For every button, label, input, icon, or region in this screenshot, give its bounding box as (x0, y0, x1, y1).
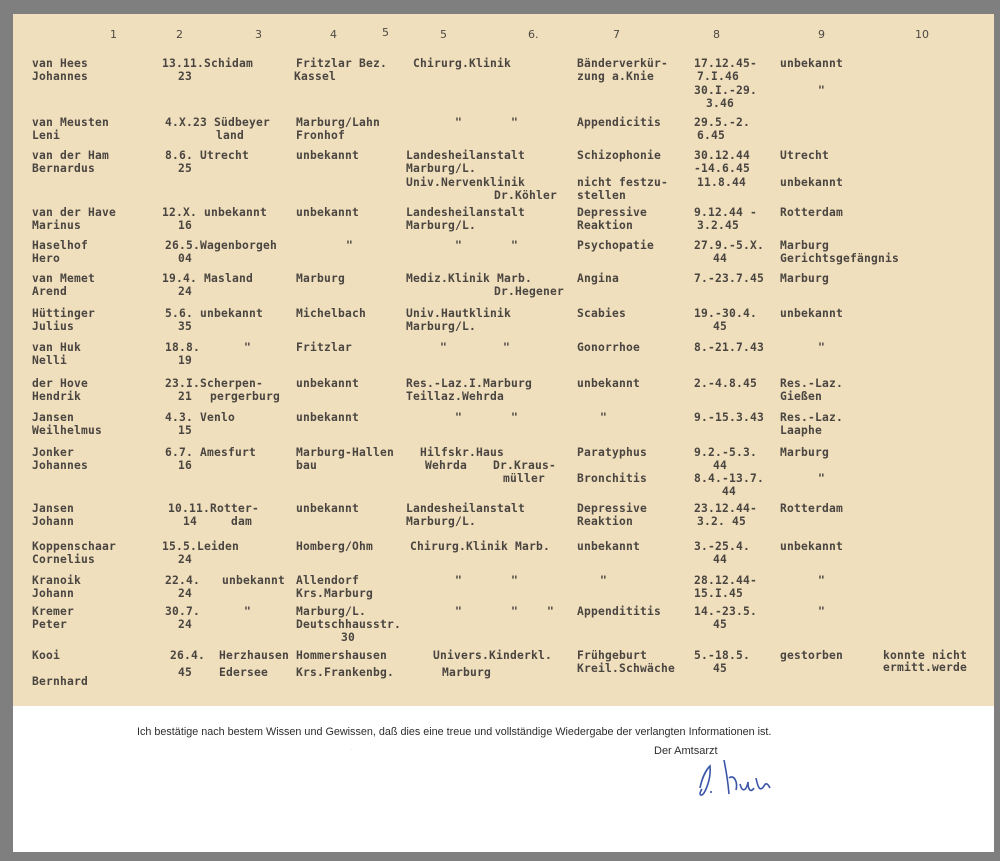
column-number: 6. (528, 28, 539, 41)
cell-text: Fritzlar (296, 341, 353, 354)
cell-text: 24 (178, 553, 193, 566)
cell-text: dam (231, 515, 253, 528)
column-number: 5 (440, 28, 447, 41)
cell-text: Arend (32, 285, 68, 298)
faint-stamp-mark: · (350, 744, 354, 755)
cell-text: 13.11.Schidam (162, 57, 254, 70)
cell-text: Landesheilanstalt (406, 206, 526, 219)
cell-text: Rotterdam (780, 206, 844, 219)
cell-text: Hendrik (32, 390, 82, 403)
cell-text: " (455, 605, 463, 618)
cell-text: 25 (178, 162, 193, 175)
cell-text: Reaktion (577, 515, 634, 528)
cell-text: Fronhof (296, 129, 346, 142)
cell-text: Krs.Frankenbg. (296, 666, 395, 679)
cell-text: Dr.Kraus- (493, 459, 557, 472)
cell-text: " (547, 605, 555, 618)
cell-text: van Huk (32, 341, 82, 354)
cell-text: 5.6. unbekannt (165, 307, 264, 320)
cell-text: unbekannt (780, 540, 844, 553)
cell-text: 19.-30.4. (694, 307, 758, 320)
cell-text: Johannes (32, 70, 89, 83)
cell-text: " (600, 574, 608, 587)
cell-text: Marinus (32, 219, 82, 232)
cell-text: 14 (183, 515, 198, 528)
cell-text: 8.-21.7.43 (694, 341, 765, 354)
cell-text: Marburg (780, 446, 830, 459)
cell-text: Marburg/Lahn (296, 116, 381, 129)
cell-text: 04 (178, 252, 193, 265)
cell-text: Frühgeburt (577, 649, 648, 662)
cell-text: van Memet (32, 272, 96, 285)
cell-text: 28.12.44- (694, 574, 758, 587)
cell-text: 9.12.44 - (694, 206, 758, 219)
cell-text: Jonker (32, 446, 75, 459)
cell-text: " (818, 472, 826, 485)
cell-text: 15.I.45 (694, 587, 744, 600)
column-number: 10 (915, 28, 929, 41)
cell-text: Johann (32, 515, 75, 528)
cell-text: Landesheilanstalt (406, 149, 526, 162)
cell-text: Leni (32, 129, 61, 142)
cell-text: 24 (178, 285, 193, 298)
cell-text: Homberg/Ohm (296, 540, 374, 553)
cell-text: Marburg/L. (296, 605, 367, 618)
signatory-title: Der Amtsarzt (654, 745, 718, 757)
cell-text: Marburg/L. (406, 162, 477, 175)
cell-text: unbekannt (577, 377, 641, 390)
cell-text: Krs.Marburg (296, 587, 374, 600)
cell-text: Julius (32, 320, 75, 333)
cell-text: Cornelius (32, 553, 96, 566)
cell-text: Psychopatie (577, 239, 655, 252)
cell-text: 35 (178, 320, 193, 333)
cell-text: 26.4. (170, 649, 206, 662)
cell-text: 45 (713, 618, 728, 631)
cell-text: -14.6.45 (694, 162, 751, 175)
cell-text: konnte nicht (883, 649, 968, 662)
cell-text: Michelbach (296, 307, 367, 320)
cell-text: Landesheilanstalt (406, 502, 526, 515)
cell-text: 14.-23.5. (694, 605, 758, 618)
cell-text: Laaphe (780, 424, 823, 437)
cell-text: Marburg (442, 666, 492, 679)
cell-text: Hommershausen (296, 649, 388, 662)
cell-text: unbekannt (296, 149, 360, 162)
cell-text: Gonorrhoe (577, 341, 641, 354)
cell-text: Gerichtsgefängnis (780, 252, 900, 265)
cell-text: 5.-18.5. (694, 649, 751, 662)
cell-text: Haselhof (32, 239, 89, 252)
cell-text: 30 (341, 631, 356, 644)
cell-text: 3.-25.4. (694, 540, 751, 553)
cell-text: " (455, 574, 463, 587)
cell-text: 23.12.44- (694, 502, 758, 515)
cell-text: Deutschhausstr. (296, 618, 402, 631)
cell-text: Johannes (32, 459, 89, 472)
cell-text: unbekannt (222, 574, 286, 587)
cell-text: Rotterdam (780, 502, 844, 515)
cell-text: 24 (178, 618, 193, 631)
cell-text: 19.4. Masland (162, 272, 254, 285)
cell-text: 3.2.45 (697, 219, 740, 232)
cell-text: 24 (178, 587, 193, 600)
cell-text: unbekannt (296, 411, 360, 424)
cell-text: Kranoik (32, 574, 82, 587)
cell-text: " (818, 605, 826, 618)
cell-text: nicht festzu- (577, 176, 669, 189)
cell-text: Mediz.Klinik Marb. (406, 272, 533, 285)
cell-text: 12.X. unbekannt (162, 206, 268, 219)
cell-text: 16 (178, 459, 193, 472)
column-number: 8 (713, 28, 720, 41)
column-number: 7 (613, 28, 620, 41)
cell-text: Weilhelmus (32, 424, 103, 437)
cell-text: " (818, 84, 826, 97)
cell-text: 44 (713, 459, 728, 472)
cell-text: Herzhausen (219, 649, 290, 662)
cell-text: 16 (178, 219, 193, 232)
confirmation-text: Ich bestätige nach bestem Wissen und Gewissen, daß dies eine treue und vollständige Wiedergabe der verlangten Informationen ist. (137, 726, 772, 738)
cell-text: 7.-23.7.45 (694, 272, 765, 285)
cell-text: " (244, 605, 252, 618)
cell-text: 9.-15.3.43 (694, 411, 765, 424)
cell-text: Univ.Nervenklinik (406, 176, 526, 189)
cell-text: " (503, 341, 511, 354)
cell-text: unbekannt (577, 540, 641, 553)
cell-text: 19 (178, 354, 193, 367)
cell-text: 8.6. Utrecht (165, 149, 250, 162)
cell-text: Marburg/L. (406, 219, 477, 232)
cell-text: Dr.Köhler (494, 189, 558, 202)
cell-text: bau (296, 459, 318, 472)
cell-text: 8.4.-13.7. (694, 472, 765, 485)
cell-text: " (511, 605, 519, 618)
cell-text: Hero (32, 252, 61, 265)
cell-text: van Hees (32, 57, 89, 70)
cell-text: 3.46 (706, 97, 735, 110)
cell-text: Jansen (32, 411, 75, 424)
cell-text: " (511, 239, 519, 252)
cell-text: Bronchitis (577, 472, 648, 485)
cell-text: 3.2. 45 (697, 515, 747, 528)
cell-text: Kassel (294, 70, 337, 83)
cell-text: 44 (713, 252, 728, 265)
column-number: 3 (255, 28, 262, 41)
cell-text: 45 (713, 320, 728, 333)
cell-text: Res.-Laz. (780, 377, 844, 390)
cell-text: Marburg (296, 272, 346, 285)
cell-text: der Hove (32, 377, 89, 390)
cell-text: Marburg-Hallen (296, 446, 395, 459)
cell-text: " (511, 574, 519, 587)
cell-text: 6.45 (697, 129, 726, 142)
column-number: 1 (110, 28, 117, 41)
cell-text: Teillaz.Wehrda (406, 390, 505, 403)
column-number: 2 (176, 28, 183, 41)
cell-text: unbekannt (780, 57, 844, 70)
cell-text: " (455, 116, 463, 129)
cell-text: Depressive (577, 502, 648, 515)
cell-text: 23.I.Scherpen- (165, 377, 264, 390)
cell-text: Kreil.Schwäche (577, 662, 676, 675)
cell-text: Marburg/L. (406, 515, 477, 528)
cell-text: van der Have (32, 206, 117, 219)
cell-text: 30.7. (165, 605, 201, 618)
cell-text: 7.I.46 (697, 70, 740, 83)
cell-text: Marburg/L. (406, 320, 477, 333)
cell-text: Hüttinger (32, 307, 96, 320)
cell-text: Appendititis (577, 605, 662, 618)
cell-text: 4.X.23 Südbeyer (165, 116, 271, 129)
cell-text: Gießen (780, 390, 823, 403)
cell-text: 15 (178, 424, 193, 437)
cell-text: Utrecht (780, 149, 830, 162)
cell-text: 18.8. (165, 341, 201, 354)
cell-text: Paratyphus (577, 446, 648, 459)
cell-text: Chirurg.Klinik Marb. (410, 540, 551, 553)
cell-text: Nelli (32, 354, 68, 367)
cell-text: Bernhard (32, 675, 89, 688)
cell-text: unbekannt (296, 206, 360, 219)
cell-text: Depressive (577, 206, 648, 219)
cell-text: 45 (178, 666, 193, 679)
cell-text: Appendicitis (577, 116, 662, 129)
typed-record-sheet (13, 14, 994, 706)
cell-text: Dr.Hegener (494, 285, 565, 298)
cell-text: Chirurg.Klinik (413, 57, 512, 70)
cell-text: Reaktion (577, 219, 634, 232)
cell-text: Edersee (219, 666, 269, 679)
cell-text: Bänderverkür- (577, 57, 669, 70)
cell-text: stellen (577, 189, 627, 202)
cell-text: " (455, 411, 463, 424)
cell-text: Univ.Hautklinik (406, 307, 512, 320)
cell-text: 23 (178, 70, 193, 83)
cell-text: 4.3. Venlo (165, 411, 236, 424)
cell-text: land (216, 129, 245, 142)
cell-text: 17.12.45- (694, 57, 758, 70)
cell-text: " (511, 116, 519, 129)
cell-text: " (511, 411, 519, 424)
cell-text: Univers.Kinderkl. (433, 649, 553, 662)
cell-text: zung a.Knie (577, 70, 655, 83)
cell-text: Fritzlar Bez. (296, 57, 388, 70)
cell-text: 21 (178, 390, 193, 403)
cell-text: " (818, 574, 826, 587)
cell-text: gestorben (780, 649, 844, 662)
cell-text: " (600, 411, 608, 424)
cell-text: Hilfskr.Haus (420, 446, 505, 459)
cell-text: unbekannt (296, 502, 360, 515)
cell-text: Kremer (32, 605, 75, 618)
cell-text: Res.-Laz. (780, 411, 844, 424)
cell-text: Koppenschaar (32, 540, 117, 553)
cell-text: 44 (713, 553, 728, 566)
cell-text: pergerburg (210, 390, 281, 403)
column-number: 9 (818, 28, 825, 41)
cell-text: Kooi (32, 649, 61, 662)
column-number: 5 (382, 26, 389, 39)
cell-text: 9.2.-5.3. (694, 446, 758, 459)
cell-text: Marburg (780, 239, 830, 252)
cell-text: 11.8.44 (697, 176, 747, 189)
cell-text: 22.4. (165, 574, 201, 587)
cell-text: 10.11.Rotter- (168, 502, 260, 515)
cell-text: 30.12.44 (694, 149, 751, 162)
cell-text: Jansen (32, 502, 75, 515)
cell-text: 30.I.-29. (694, 84, 758, 97)
cell-text: 6.7. Amesfurt (165, 446, 257, 459)
cell-text: unbekannt (780, 307, 844, 320)
cell-text: " (346, 239, 354, 252)
cell-text: Bernardus (32, 162, 96, 175)
handwritten-signature (690, 748, 780, 808)
cell-text: " (440, 341, 448, 354)
cell-text: van der Ham (32, 149, 110, 162)
cell-text: 45 (713, 662, 728, 675)
cell-text: Marburg (780, 272, 830, 285)
cell-text: 44 (722, 485, 737, 498)
cell-text: unbekannt (780, 176, 844, 189)
cell-text: 29.5.-2. (694, 116, 751, 129)
cell-text: Res.-Laz.I.Marburg (406, 377, 533, 390)
column-number: 4 (330, 28, 337, 41)
cell-text: ermitt.werde (883, 661, 968, 674)
cell-text: Schizophonie (577, 149, 662, 162)
cell-text: Angina (577, 272, 620, 285)
cell-text: 15.5.Leiden (162, 540, 240, 553)
cell-text: unbekannt (296, 377, 360, 390)
cell-text: Wehrda (425, 459, 468, 472)
cell-text: müller (503, 472, 546, 485)
cell-text: Peter (32, 618, 68, 631)
cell-text: van Meusten (32, 116, 110, 129)
cell-text: 26.5.Wagenborgeh (165, 239, 278, 252)
cell-text: 27.9.-5.X. (694, 239, 765, 252)
cell-text: " (455, 239, 463, 252)
cell-text: 2.-4.8.45 (694, 377, 758, 390)
cell-text: " (818, 341, 826, 354)
cell-text: Scabies (577, 307, 627, 320)
cell-text: " (244, 341, 252, 354)
cell-text: Allendorf (296, 574, 360, 587)
cell-text: Johann (32, 587, 75, 600)
